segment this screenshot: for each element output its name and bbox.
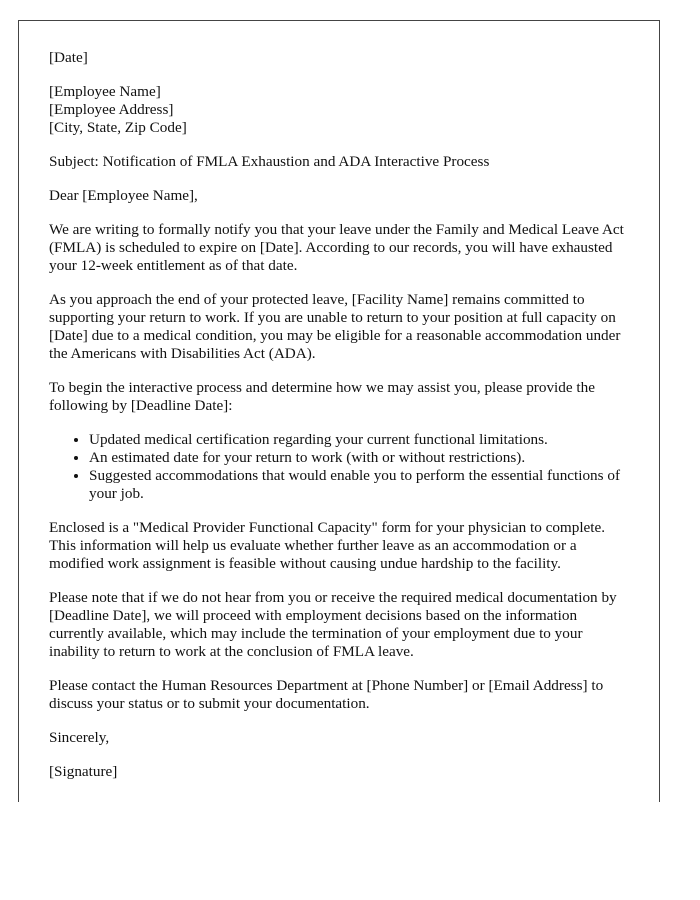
recipient-address: [Employee Address] <box>49 101 174 118</box>
request-list <box>49 431 631 503</box>
letter-subject: Subject: Notification of FMLA Exhaustion and ADA Interactive Process <box>49 153 490 170</box>
body-paragraph-1: We are writing to formally notify you that your leave under the Family and Medical Leave Act (FMLA) is scheduled to expire on [Date]. According to our records, you will have exhausted your 12-week entitlement as of that date. <box>49 221 624 274</box>
letter-signature: [Signature] <box>49 763 118 780</box>
letter-page <box>18 20 660 802</box>
body-paragraph-3: To begin the interactive process and determine how we may assist you, please provide the following by [Deadline Date]: <box>49 379 595 414</box>
body-paragraph-5: Please note that if we do not hear from you or receive the required medical documentation by [Deadline Date], we will proceed with employment decisions based on the information currently available, which may include the termination of your employment due to your inability to return to work at the conclusion of FMLA leave. <box>49 589 617 660</box>
request-list-item: • An estimated date for your return to work (with or without restrictions). <box>89 449 631 467</box>
letter-closing: Sincerely, <box>49 729 110 746</box>
body-paragraph-2: As you approach the end of your protected leave, [Facility Name] remains committed to supporting your return to work. If you are unable to return to your position at full capacity on [Date] due to a medical condition, you may be eligible for a reasonable accommodation under the Americans with Disabilities Act (ADA). <box>49 291 621 362</box>
body-paragraph-6: Please contact the Human Resources Department at [Phone Number] or [Email Address] to discuss your status or to submit your documentation. <box>49 677 604 712</box>
recipient-address-block <box>49 83 631 137</box>
request-list-item: • Updated medical certification regarding your current functional limitations. <box>89 431 631 449</box>
letter-date: [Date] <box>49 49 88 66</box>
recipient-name: [Employee Name] <box>49 83 161 100</box>
body-paragraph-4: Enclosed is a "Medical Provider Functional Capacity" form for your physician to complete. This information will help us evaluate whether further leave as an accommodation or a modified work assignment is feasible without causing undue hardship to the facility. <box>49 519 606 572</box>
letter-salutation: Dear [Employee Name], <box>49 187 198 204</box>
request-list-item: • Suggested accommodations that would enable you to perform the essential functions of your job. <box>89 467 631 503</box>
recipient-city-state-zip: [City, State, Zip Code] <box>49 119 187 136</box>
